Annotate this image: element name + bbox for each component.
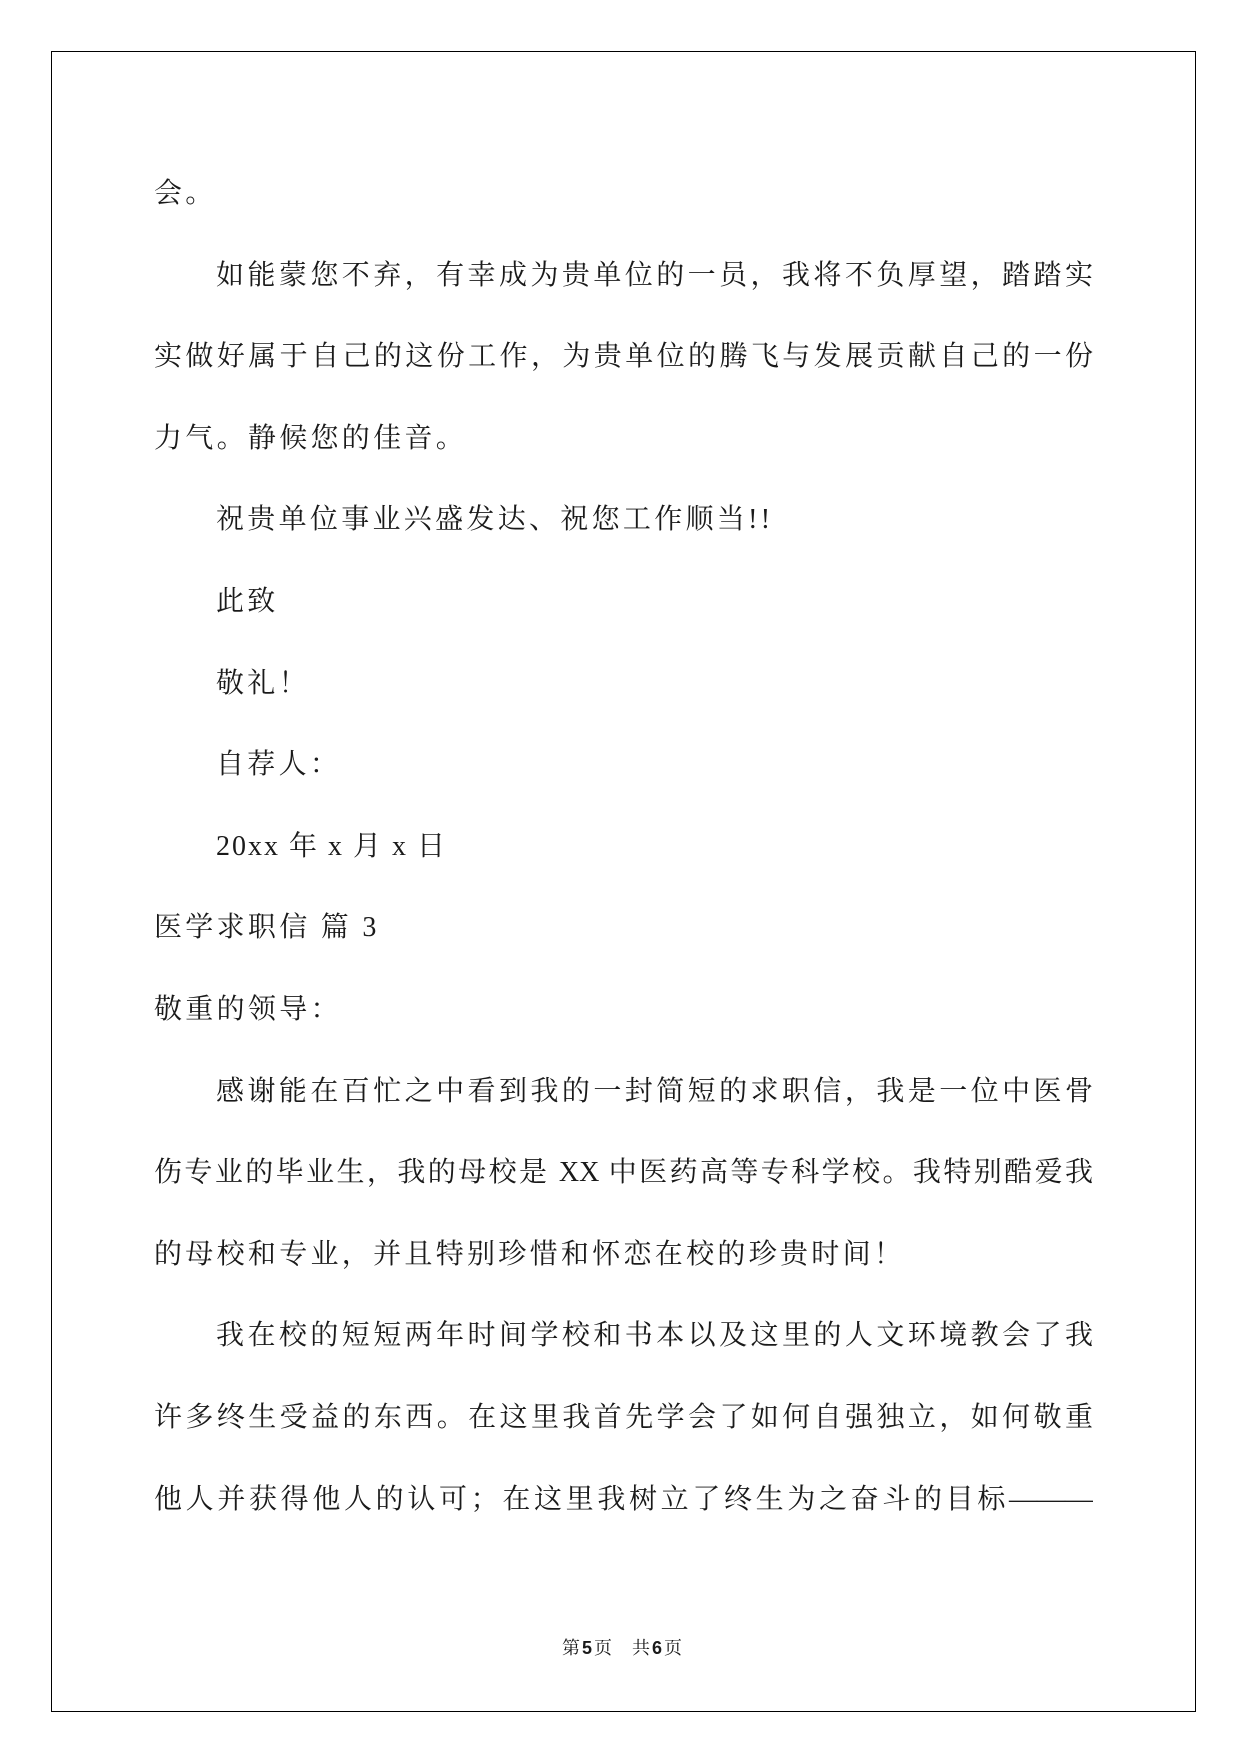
page-prefix: 第 <box>561 1638 580 1658</box>
letter-body <box>154 153 1093 1540</box>
closing-paragraph-line: 实做好属于自己的这份工作，为贵单位的腾飞与发展贡献自己的一份 <box>154 341 1093 373</box>
page-number <box>562 1638 612 1658</box>
paragraph-continuation: 会。 <box>154 178 217 209</box>
date-line: 20xx 年 x 月 x 日 <box>216 830 448 862</box>
total-pages-number: 6 <box>652 1638 663 1658</box>
body-paragraph-line: 感谢能在百忙之中看到我的一封简短的求职信，我是一位中医骨 <box>216 1075 1093 1107</box>
body-paragraph-line: 许多终生受益的东西。在这里我首先学会了如何自强独立，如何敬重 <box>154 1401 1093 1433</box>
page-footer <box>0 1636 1241 1660</box>
section-heading: 医学求职信 篇 3 <box>154 912 380 944</box>
body-paragraph-line: 伤专业的毕业生，我的母校是 XX 中医药高等专科学校。我特别酷爱我 <box>154 1157 1093 1189</box>
total-prefix: 共 <box>632 1638 650 1658</box>
total-pages <box>632 1638 682 1658</box>
closing-paragraph-line: 力气。静候您的佳音。 <box>154 422 468 454</box>
body-paragraph-line: 的母校和专业，并且特别珍惜和怀恋在校的珍贵时间！ <box>154 1238 906 1270</box>
salutation: 敬重的领导： <box>154 993 342 1025</box>
total-suffix: 页 <box>664 1638 683 1658</box>
body-paragraph-line: 他人并获得他人的认可；在这里我树立了终生为之奋斗的目标——— <box>154 1483 1093 1515</box>
wishes-line: 祝贵单位事业兴盛发达、祝您工作顺当!! <box>216 504 774 536</box>
body-paragraph-line: 我在校的短短两年时间学校和书本以及这里的人文环境教会了我 <box>216 1320 1093 1352</box>
closing-paragraph-line: 如能蒙您不弃，有幸成为贵单位的一员，我将不负厚望，踏踏实 <box>216 259 1093 291</box>
signature-label: 自荐人： <box>216 749 342 781</box>
closing-phrase: 此致 <box>216 585 279 617</box>
regards-line: 敬礼！ <box>216 667 310 699</box>
current-page-number: 5 <box>581 1638 592 1658</box>
page-suffix: 页 <box>594 1638 612 1658</box>
